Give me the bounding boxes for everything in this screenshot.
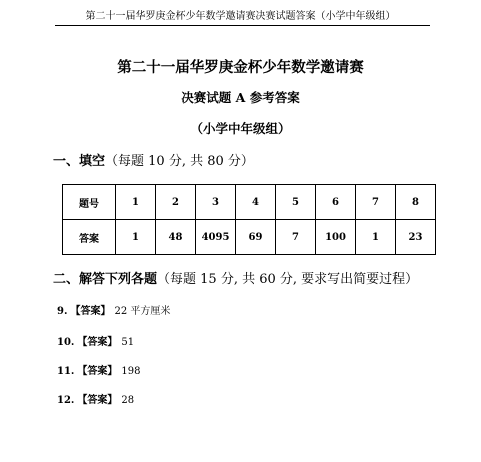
answer-item (57, 391, 134, 406)
answer-value: 22 平方厘米 (114, 306, 171, 317)
answer-table (62, 184, 436, 255)
table-cell-number: 8 (396, 185, 436, 220)
table-cell-answer: 1 (116, 220, 156, 255)
running-header: 第二十一届华罗庚金杯少年数学邀请赛决赛试题答案（小学中年级组） (85, 11, 396, 22)
table-cell-number: 7 (356, 185, 396, 220)
table-cell-answer: 1 (356, 220, 396, 255)
table-cell-number: 3 (196, 185, 236, 220)
table-cell-number: 6 (316, 185, 356, 220)
answer-item (57, 302, 170, 317)
table-row-answers (63, 220, 436, 255)
section-fill-in-heading (53, 150, 254, 169)
table-cell-answer: 7 (276, 220, 316, 255)
table-cell-answer: 4095 (196, 220, 236, 255)
table-header-answer: 答案 (63, 220, 116, 255)
answer-number: 10. (57, 337, 75, 348)
section-fill-in-note: （每题 10 分, 共 80 分） (105, 154, 254, 169)
section-solve-note: （每题 15 分, 共 60 分, 要求写出简要过程） (157, 272, 419, 287)
section-solve-heading (53, 268, 418, 287)
document-subtitle: 决赛试题 A 参考答案 (181, 90, 300, 105)
table-header-number: 题号 (63, 185, 116, 220)
table-cell-answer: 69 (236, 220, 276, 255)
table-cell-number: 2 (156, 185, 196, 220)
document-title: 第二十一届华罗庚金杯少年数学邀请赛 (117, 59, 364, 76)
answer-item (57, 333, 134, 348)
answer-number: 11. (57, 366, 75, 377)
answer-number: 9. (57, 306, 68, 317)
header-rule (55, 25, 430, 26)
answer-tag: 【答案】 (70, 306, 111, 317)
table-cell-answer: 48 (156, 220, 196, 255)
table-cell-answer: 23 (396, 220, 436, 255)
table-cell-number: 1 (116, 185, 156, 220)
answer-value: 51 (121, 337, 135, 348)
section-fill-in-title: 一、填空 (53, 154, 106, 169)
answer-tag: 【答案】 (77, 366, 118, 377)
answer-value: 198 (121, 366, 141, 377)
answer-item (57, 362, 141, 377)
table-cell-number: 5 (276, 185, 316, 220)
grade-label: （小学中年级组） (190, 121, 291, 136)
table-cell-number: 4 (236, 185, 276, 220)
answer-number: 12. (57, 395, 75, 406)
table-cell-answer: 100 (316, 220, 356, 255)
answer-tag: 【答案】 (77, 395, 118, 406)
table-row-numbers (63, 185, 436, 220)
answer-tag: 【答案】 (77, 337, 118, 348)
answer-value: 28 (121, 395, 135, 406)
section-solve-title: 二、解答下列各题 (53, 272, 158, 287)
